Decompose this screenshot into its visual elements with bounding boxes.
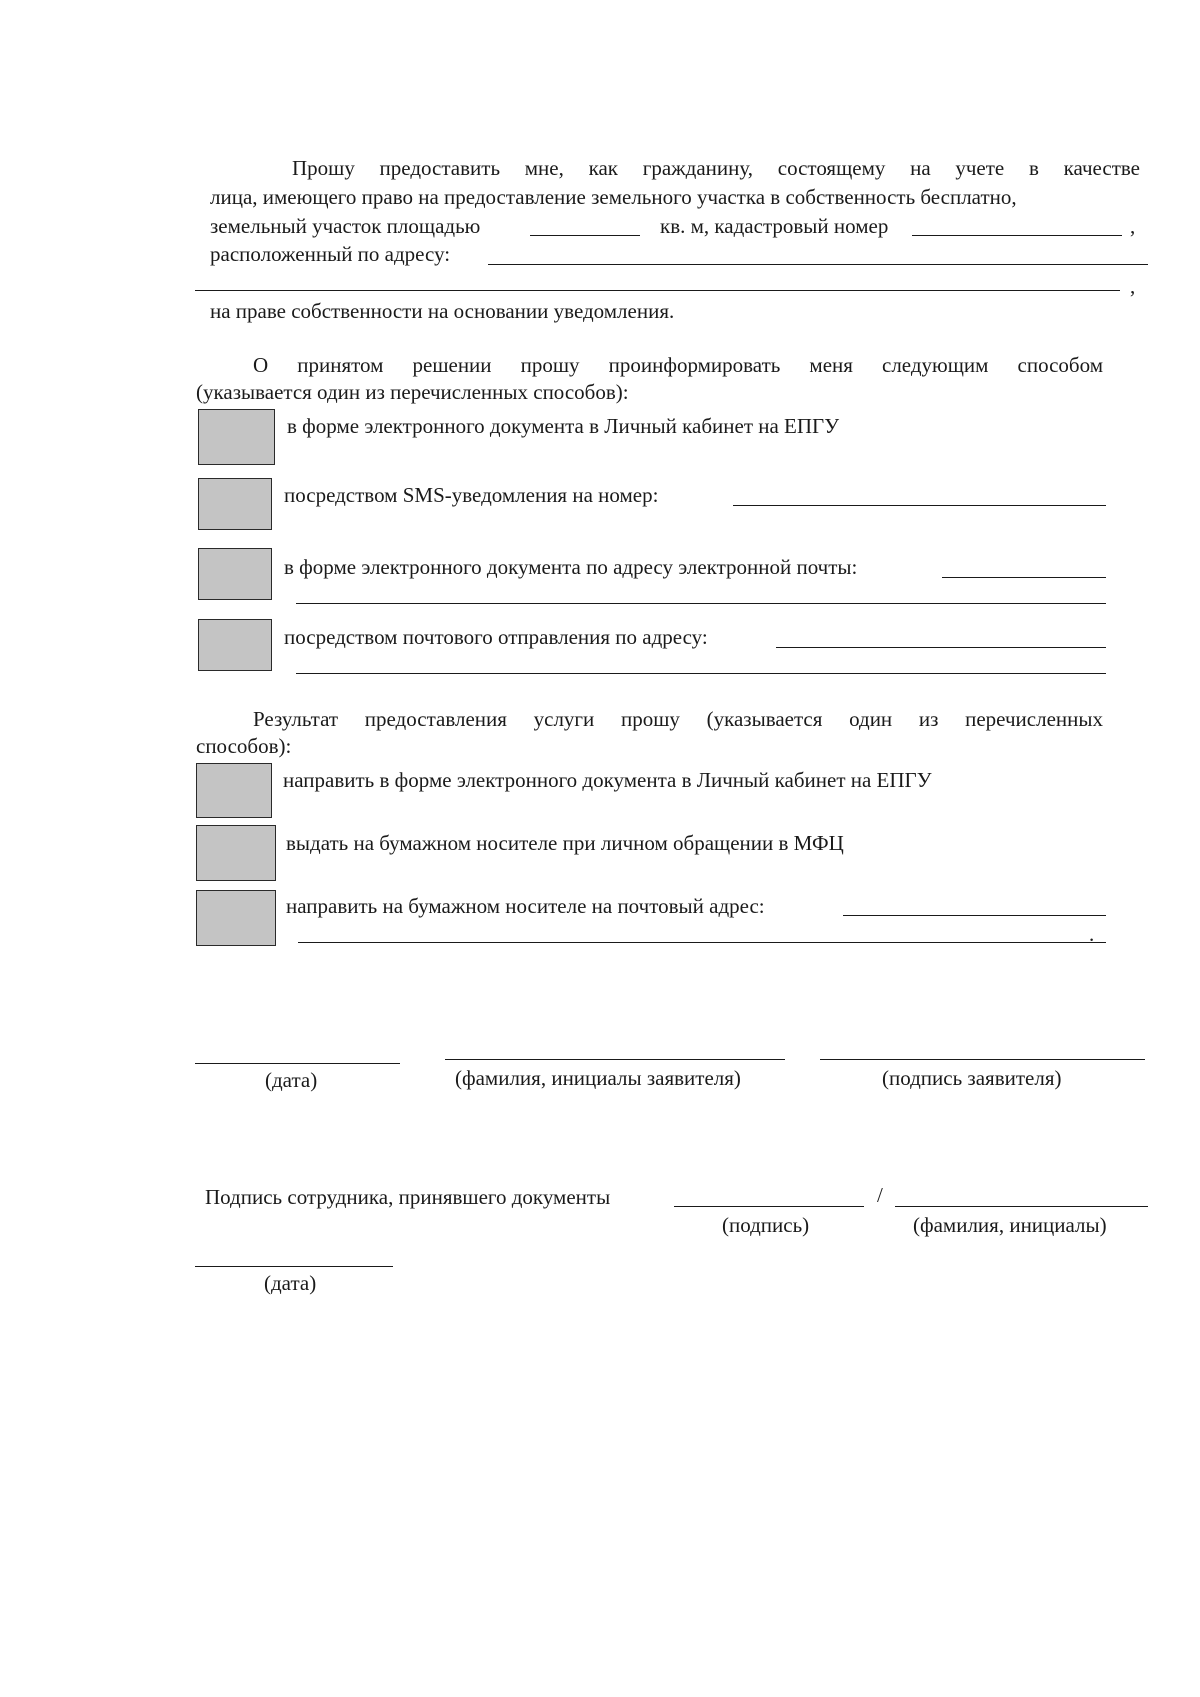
area-label: земельный участок площадью [210,214,481,238]
result-intro-line-1: Результат предоставления услуги прошу (указывается один из перечисленных [253,707,1103,731]
notify-option-1-checkbox[interactable] [198,409,275,465]
applicant-signature-line[interactable] [820,1059,1145,1060]
request-line-1: Прошу предоставить мне, как гражданину, состоящему на учете в качестве [292,156,1140,180]
notify-option-4-label: посредством почтового отправления по адресу: [284,625,708,649]
postal-address-input-line-2[interactable] [296,673,1106,674]
comma: , [1130,274,1136,298]
notify-option-4-checkbox[interactable] [198,619,272,671]
notify-option-2-label: посредством SMS-уведомления на номер: [284,483,659,507]
staff-date-line[interactable] [195,1266,393,1267]
date-caption: (дата) [265,1068,318,1092]
cadastral-input-line[interactable] [912,235,1122,236]
phone-input-line[interactable] [733,505,1106,506]
staff-name-line[interactable] [895,1206,1148,1207]
request-line-2: лица, имеющего право на предоставление земельного участка в собственность бесплатно, [210,185,1017,209]
notify-option-1-label: в форме электронного документа в Личный кабинет на ЕПГУ [287,414,840,438]
result-intro-line-2: способов): [196,734,292,758]
area-input-line[interactable] [530,235,640,236]
notify-option-3-checkbox[interactable] [198,548,272,600]
address-label: расположенный по адресу: [210,242,451,266]
result-option-2-checkbox[interactable] [196,825,276,881]
staff-date-caption: (дата) [264,1271,317,1295]
address-input-line-2[interactable] [195,290,1120,291]
staff-signature-caption: (подпись) [722,1213,810,1237]
result-postal-address-line[interactable] [843,915,1106,916]
staff-signature-label: Подпись сотрудника, принявшего документы [205,1185,611,1209]
notify-intro-line-1: О принятом решении прошу проинформировать меня следующим способом [253,353,1103,377]
date-line[interactable] [195,1063,400,1064]
result-postal-address-line-2[interactable] [298,942,1106,943]
area-unit-label: кв. м, кадастровый номер [660,214,889,238]
notify-option-2-checkbox[interactable] [198,478,272,530]
staff-name-caption: (фамилия, инициалы) [913,1213,1107,1237]
end-period: . [1089,922,1095,946]
result-option-1-label: направить в форме электронного документа в Личный кабинет на ЕПГУ [283,768,932,792]
slash: / [877,1183,883,1207]
applicant-name-line[interactable] [445,1059,785,1060]
notify-option-3-label: в форме электронного документа по адресу электронной почты: [284,555,858,579]
basis-text: на праве собственности на основании уведомления. [210,299,675,323]
result-option-1-checkbox[interactable] [196,763,272,818]
address-input-line[interactable] [488,264,1148,265]
postal-address-input-line[interactable] [776,647,1106,648]
applicant-name-caption: (фамилия, инициалы заявителя) [455,1066,741,1090]
notify-intro-line-2: (указывается один из перечисленных способов): [196,380,629,404]
applicant-signature-caption: (подпись заявителя) [882,1066,1062,1090]
result-option-2-label: выдать на бумажном носителе при личном обращении в МФЦ [286,831,844,855]
staff-signature-line[interactable] [674,1206,864,1207]
email-input-line-2[interactable] [296,603,1106,604]
comma: , [1130,214,1136,238]
email-input-line[interactable] [942,577,1106,578]
result-option-3-label: направить на бумажном носителе на почтовый адрес: [286,894,765,918]
result-option-3-checkbox[interactable] [196,890,276,946]
